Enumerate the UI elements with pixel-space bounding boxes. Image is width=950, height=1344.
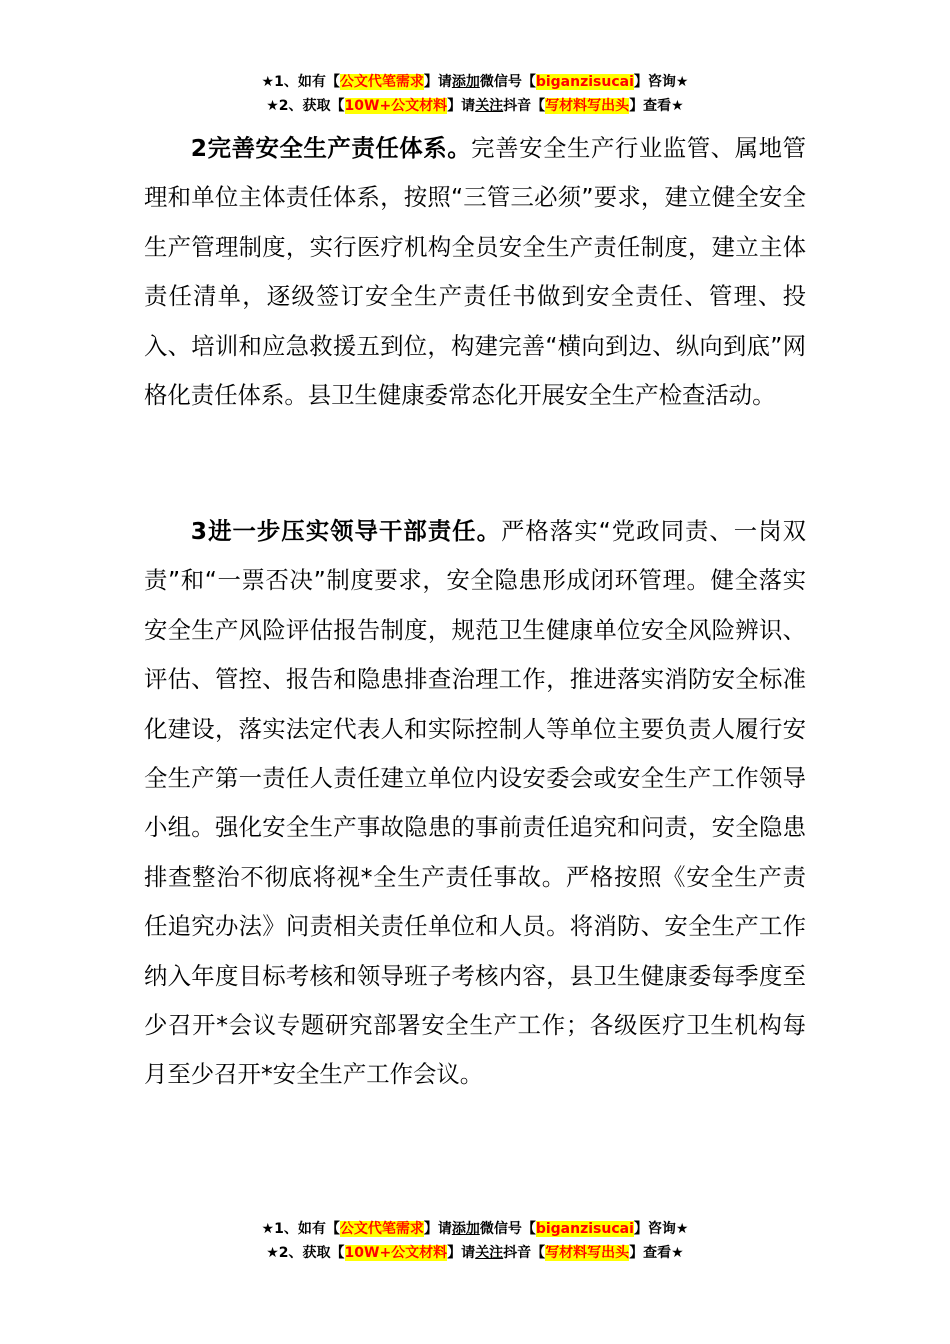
banner-text: 抖音【	[503, 98, 546, 114]
banner-text: ★2、获取【	[266, 1245, 345, 1261]
paragraph-body: 严格落实“党政同责、一岗双责”和“一票否决”制度要求，安全隐患形成闭环管理。健全落实安全生产风险评估报告制度，规范卫生健康单位安全风险辨识、评估、管控、报告和隐患排查治理工作，推进落实消防安全标准化建设，落实法定代表人和实际控制人等单位主要负责人履行安全生产第一责任人责任建立单位内设安委会或安全生产工作领导小组。强化安全生产事故隐患的事前责任追究和问责，安全隐患排查整治不彻底将视*全生产责任事故。严格按照《安全生产责任追究办法》问责相关责任单位和人员。将消防、安全生产工作纳入年度目标考核和领导班子考核内容，县卫生健康委每季度至少召开*会议专题研究部署安全生产工作；各级医疗卫生机构每月至少召开*安全生产工作会议。	[144, 517, 806, 1089]
banner-text: 】请	[423, 1221, 452, 1237]
banner-highlight: 公文代笔需求	[339, 1221, 424, 1237]
banner-text: 】查看★	[629, 98, 684, 114]
banner-underlined: 添加	[451, 1221, 480, 1237]
banner-text: 】咨询★	[633, 1221, 689, 1237]
banner-highlight: biganzisucai	[535, 74, 634, 90]
banner-underlined: 关注	[475, 1245, 504, 1261]
banner-line-2	[0, 1241, 950, 1265]
banner-highlight: 10W+公文材料	[344, 1245, 448, 1261]
banner-text: 抖音【	[503, 1245, 546, 1261]
banner-highlight: 10W+公文材料	[344, 98, 448, 114]
banner-line-1	[0, 70, 950, 94]
banner-text: 微信号【	[479, 1221, 536, 1237]
paragraph-heading: 3进一步压实领导干部责任。	[190, 517, 501, 545]
header-banner	[0, 70, 950, 118]
banner-text: 】查看★	[629, 1245, 684, 1261]
banner-text: ★2、获取【	[266, 98, 345, 114]
paragraph-3	[144, 507, 806, 1100]
paragraph-body: 完善安全生产行业监管、属地管理和单位主体责任体系，按照“三管三必须”要求，建立健全安全生产管理制度，实行医疗机构全员安全生产责任制度，建立主体责任清单，逐级签订安全生产责任书做到安全责任、管理、投入、培训和应急救援五到位，构建完善“横向到边、纵向到底”网格化责任体系。县卫生健康委常态化开展安全生产检查活动。	[144, 134, 807, 410]
banner-text: 】咨询★	[633, 74, 689, 90]
paragraph-2	[144, 124, 806, 420]
footer-banner	[0, 1217, 950, 1265]
banner-text: 】请	[447, 1245, 476, 1261]
banner-line-1	[0, 1217, 950, 1241]
banner-line-2	[0, 94, 950, 118]
banner-underlined: 添加	[451, 74, 480, 90]
banner-text: 微信号【	[479, 74, 536, 90]
banner-highlight: 写材料写出头	[545, 1245, 630, 1261]
banner-text: 】请	[423, 74, 452, 90]
banner-highlight: 公文代笔需求	[339, 74, 424, 90]
banner-highlight: 写材料写出头	[545, 98, 630, 114]
banner-underlined: 关注	[475, 98, 504, 114]
banner-text: ★1、如有【	[261, 74, 340, 90]
banner-highlight: biganzisucai	[535, 1221, 634, 1237]
paragraph-heading: 2完善安全生产责任体系。	[190, 134, 472, 162]
banner-text: 】请	[447, 98, 476, 114]
banner-text: ★1、如有【	[261, 1221, 340, 1237]
